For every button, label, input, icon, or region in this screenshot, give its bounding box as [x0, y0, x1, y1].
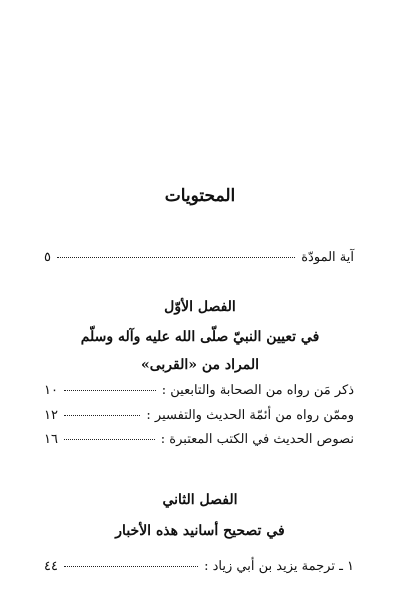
toc-entry-label: وممّن رواه من أئمّة الحديث والتفسير :: [146, 408, 354, 423]
toc-entry-label: ذكر مَن رواه من الصحابة والتابعين :: [161, 383, 354, 398]
chapter-2-heading: الفصل الثاني: [162, 492, 238, 508]
chapter-1-subtitle: في تعيين النبيّ صلّى الله عليه وآله وسلّم: [80, 329, 320, 345]
page-title: المحتويات: [164, 186, 236, 206]
toc-page-number: ٤٤: [44, 559, 58, 574]
toc-page-number: ١٢: [44, 408, 58, 423]
toc-entry[interactable]: [44, 559, 354, 579]
dot-leader: [57, 257, 295, 258]
toc-entry[interactable]: [44, 432, 354, 452]
toc-entry-label: ١ ـ ترجمة يزيد بن أبي زياد :: [204, 559, 354, 574]
dot-leader: [64, 439, 155, 440]
chapter-1-heading: الفصل الأوّل: [164, 299, 236, 315]
toc-entry-label: نصوص الحديث في الكتب المعتبرة :: [160, 432, 354, 447]
dot-leader: [64, 390, 156, 391]
dot-leader: [64, 566, 198, 567]
toc-page-number: ١٦: [44, 432, 58, 447]
toc-entry[interactable]: [44, 408, 354, 428]
toc-page-number: ٥: [44, 250, 51, 265]
toc-entry-intro[interactable]: [44, 250, 354, 270]
toc-page-number: ١٠: [44, 383, 58, 398]
chapter-2-subtitle: في تصحيح أسانيد هذه الأخبار: [115, 523, 285, 539]
chapter-1-sub-subtitle: المراد من «القربى»: [140, 357, 260, 373]
toc-entry-label: آية المودّة: [301, 250, 354, 265]
dot-leader: [64, 415, 140, 416]
toc-entry[interactable]: [44, 383, 354, 403]
